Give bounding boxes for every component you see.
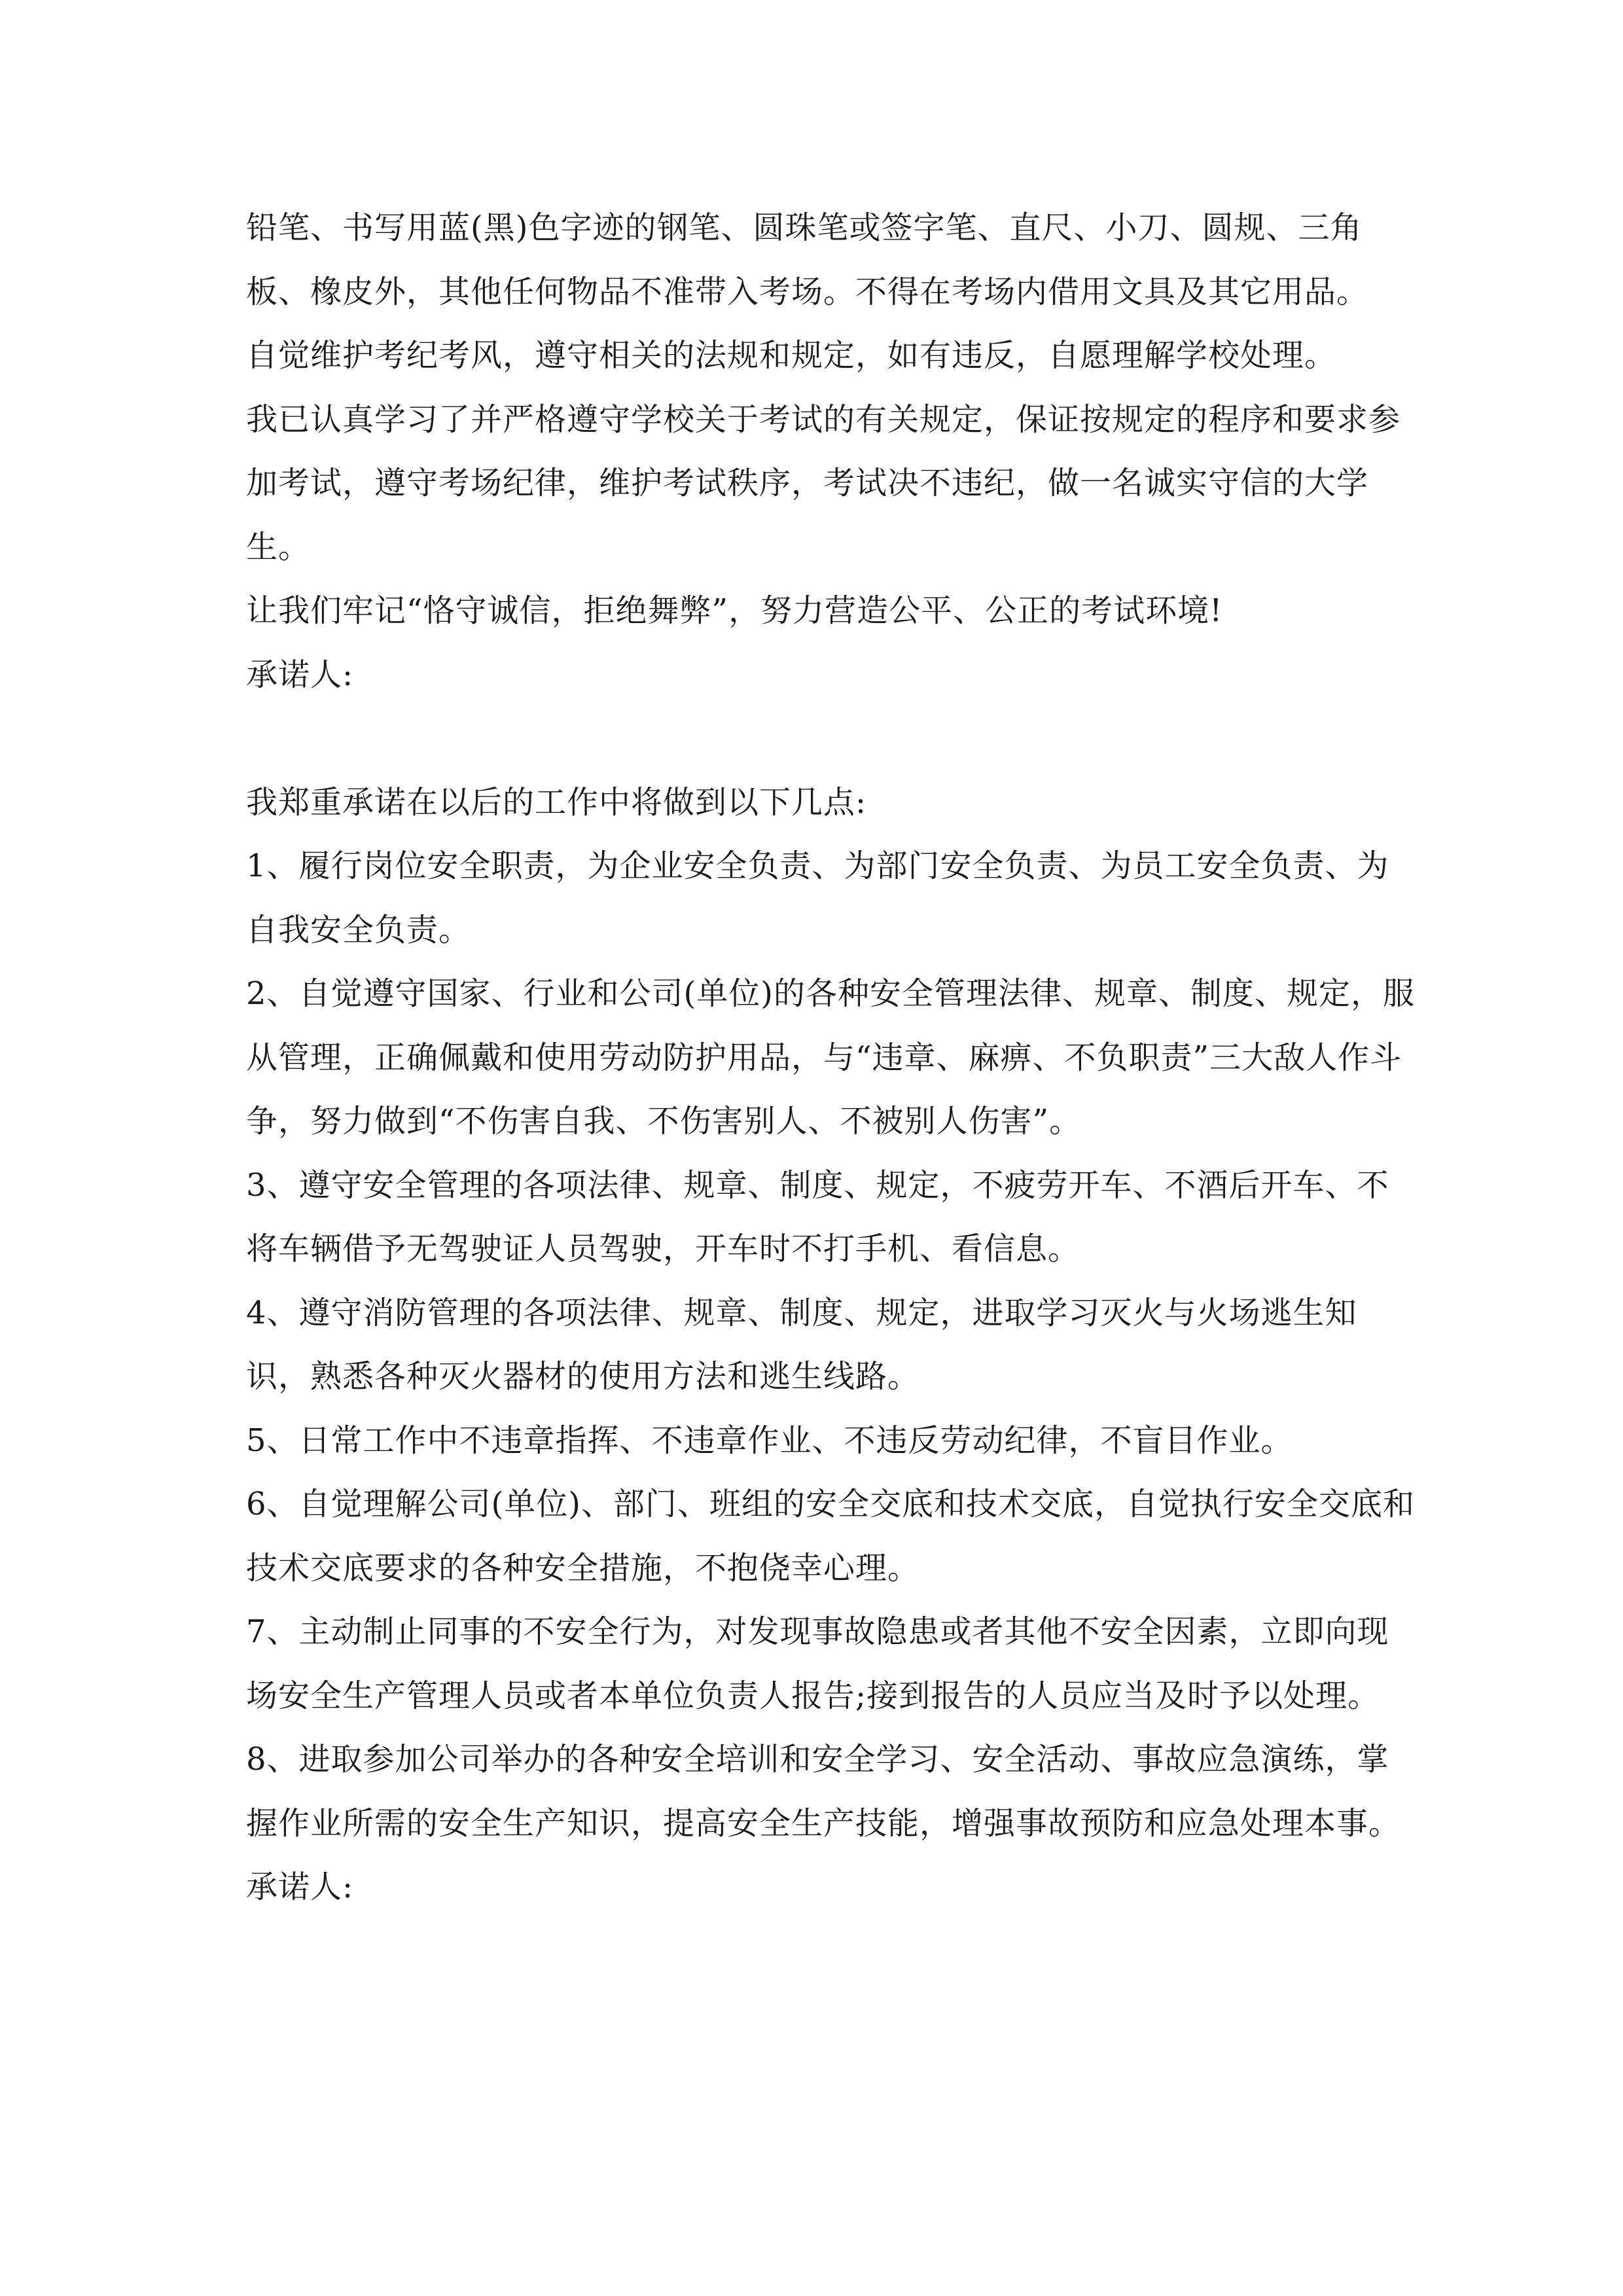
list-item: 4、遵守消防管理的各项法律、规章、制度、规定，进取学习灭火与火场逃生知识，熟悉各种灭火器材的使用方法和逃生线路。 xyxy=(246,1294,1357,1395)
intro-paragraph: 我郑重承诺在以后的工作中将做到以下几点: xyxy=(246,783,867,821)
signature-line: 承诺人: xyxy=(246,656,354,693)
paragraph: 让我们牢记“恪守诚信，拒绝舞弊”，努力营造公平、公正的考试环境! xyxy=(246,592,1223,629)
paragraph: 我已认真学习了并严格遵守学校关于考试的有关规定，保证按规定的程序和要求参加考试，遵守考场纪律，维护考试秩序，考试决不违纪，做一名诚实守信的大学生。 xyxy=(246,401,1401,565)
paragraph: 自觉维护考纪考风，遵守相关的法规和规定，如有违反，自愿理解学校处理。 xyxy=(246,337,1337,374)
signature-line: 承诺人: xyxy=(246,1869,354,1905)
list-item: 3、遵守安全管理的各项法律、规章、制度、规定，不疲劳开车、不酒后开车、不将车辆借予无驾驶证人员驾驶，开车时不打手机、看信息。 xyxy=(246,1166,1389,1267)
list-item: 2、自觉遵守国家、行业和公司(单位)的各种安全管理法律、规章、制度、规定，服从管理，正确佩戴和使用劳动防护用品，与“违章、麻痹、不负职责”三大敌人作斗争，努力做到“不伤害自我、不伤害别人、不被别人伤害”。 xyxy=(246,975,1415,1139)
paragraph: 铅笔、书写用蓝(黑)色字迹的钢笔、圆珠笔或签字笔、直尺、小刀、圆规、三角板、橡皮外，其他任何物品不准带入考场。不得在考场内借用文具及其它用品。 xyxy=(246,209,1369,310)
document-body xyxy=(246,196,1418,1920)
list-item: 7、主动制止同事的不安全行为，对发现事故隐患或者其他不安全因素，立即向现场安全生产管理人员或者本单位负责人报告;接到报告的人员应当及时予以处理。 xyxy=(246,1613,1389,1714)
list-item: 5、日常工作中不违章指挥、不违章作业、不违反劳动纪律，不盲目作业。 xyxy=(246,1422,1293,1459)
exam-pledge-section xyxy=(246,196,1418,707)
section-divider xyxy=(246,707,1418,771)
list-item: 1、履行岗位安全职责，为企业安全负责、为部门安全负责、为员工安全负责、为自我安全负责。 xyxy=(246,848,1389,948)
safety-pledge-section xyxy=(246,771,1418,1920)
list-item: 8、进取参加公司举办的各种安全培训和安全学习、安全活动、事故应急演练，掌握作业所需的安全生产知识，提高安全生产技能，增强事故预防和应急处理本事。 xyxy=(246,1741,1401,1842)
list-item: 6、自觉理解公司(单位)、部门、班组的安全交底和技术交底，自觉执行安全交底和技术交底要求的各种安全措施，不抱侥幸心理。 xyxy=(246,1486,1415,1587)
